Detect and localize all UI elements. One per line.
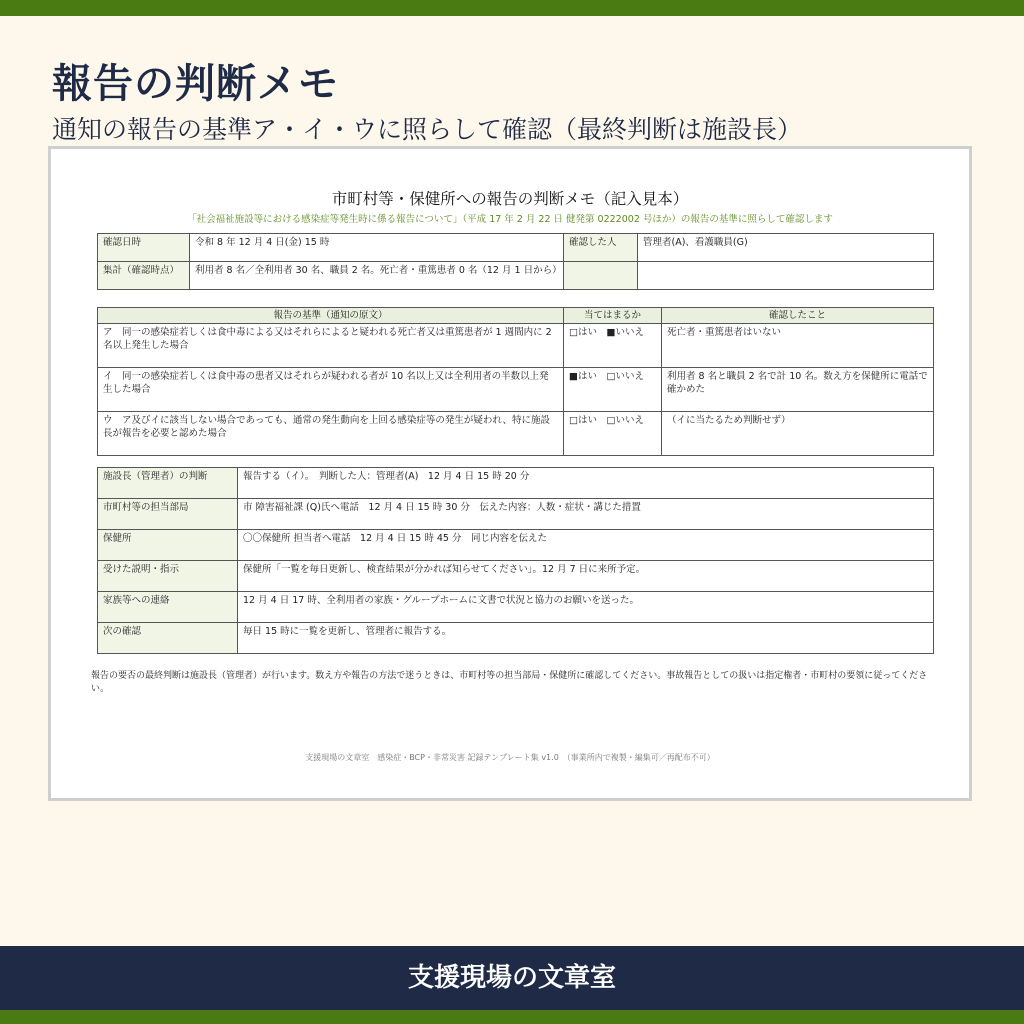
criteria-row-i <box>98 368 934 412</box>
action-value: 市 障害福祉課 (Q)氏へ電話 12 月 4 日 15 時 30 分 伝えた内容：人数・症状・講じた措置 <box>238 499 934 530</box>
info-row-date <box>98 234 934 262</box>
criteria-header-standard: 報告の基準（通知の原文） <box>98 308 564 324</box>
empty-label-cell <box>564 262 638 290</box>
checkbox-yes[interactable]: □はい <box>569 415 597 426</box>
action-row-health-center <box>98 530 934 561</box>
action-label: 家族等への連絡 <box>98 592 238 623</box>
action-label: 市町村等の担当部局 <box>98 499 238 530</box>
action-value: 12 月 4 日 17 時、全利用者の家族・グループホームに文書で状況と協力のお願いを送った。 <box>238 592 934 623</box>
date-label: 確認日時 <box>98 234 190 262</box>
criteria-header-checked: 確認したこと <box>662 308 934 324</box>
criteria-check <box>564 324 662 368</box>
criteria-note: （イに当たるため判断せず） <box>662 412 934 456</box>
action-row-decision <box>98 468 934 499</box>
count-value: 利用者 8 名／全利用者 30 名、職員 2 名。死亡者・重篤患者 0 名（12 月 1 日から） <box>190 262 564 290</box>
action-row-family <box>98 592 934 623</box>
criteria-row-a <box>98 324 934 368</box>
count-label: 集計（確認時点） <box>98 262 190 290</box>
action-row-municipality <box>98 499 934 530</box>
criteria-text: イ 同一の感染症若しくは食中毒の患者又はそれらが疑われる者が 10 名以上又は全利用者の半数以上発生した場合 <box>98 368 564 412</box>
criteria-text: ウ ア及びイに該当しない場合であっても、通常の発生動向を上回る感染症等の発生が疑われ、特に施設長が報告を必要と認めた場合 <box>98 412 564 456</box>
criteria-row-u <box>98 412 934 456</box>
action-value: 毎日 15 時に一覧を更新し、管理者に報告する。 <box>238 623 934 654</box>
action-label: 保健所 <box>98 530 238 561</box>
actions-table <box>97 467 934 654</box>
action-label: 受けた説明・指示 <box>98 561 238 592</box>
criteria-note: 利用者 8 名と職員 2 名で計 10 名。数え方を保健所に電話で確かめた <box>662 368 934 412</box>
confirmer-value: 管理者(A)、看護職員(G) <box>638 234 934 262</box>
document-footer: 支援現場の文章室 感染症・BCP・非常災害 記録テンプレート集 v1.0 （事業所内で複製・編集可／再配布不可） <box>305 753 715 762</box>
confirmer-label: 確認した人 <box>564 234 638 262</box>
date-value: 令和 8 年 12 月 4 日(金) 15 時 <box>190 234 564 262</box>
checkbox-no[interactable]: ■いいえ <box>606 327 644 338</box>
page-subtitle: 通知の報告の基準ア・イ・ウに照らして確認（最終判断は施設長） <box>52 115 803 144</box>
document-subtitle: 「社会福祉施設等における感染症等発生時に係る報告について」（平成 17 年 2 月 22 日 健発第 0222002 号ほか）の報告の基準に照らして確認します <box>187 214 833 225</box>
document-preview <box>48 146 972 801</box>
checkbox-no[interactable]: □いいえ <box>606 371 644 382</box>
checkbox-no[interactable]: □いいえ <box>606 415 644 426</box>
criteria-note: 死亡者・重篤患者はいない <box>662 324 934 368</box>
action-value: 〇〇保健所 担当者へ電話 12 月 4 日 15 時 45 分 同じ内容を伝えた <box>238 530 934 561</box>
criteria-check <box>564 412 662 456</box>
action-label: 次の確認 <box>98 623 238 654</box>
empty-value-cell <box>638 262 934 290</box>
action-row-next <box>98 623 934 654</box>
document-title: 市町村等・保健所への報告の判断メモ（記入見本） <box>331 190 689 208</box>
criteria-header-row <box>98 308 934 324</box>
document-note: 報告の要否の最終判断は施設長（管理者）が行います。数え方や報告の方法で迷うときは、市町村等の担当部局・保健所に確認してください。事故報告としての扱いは指定権者・市町村の要領に従ってください。 <box>91 671 928 694</box>
action-value: 保健所「一覧を毎日更新し、検査結果が分かれば知らせてください」。12 月 7 日に来所予定。 <box>238 561 934 592</box>
bottom-accent-bar <box>0 1010 1024 1024</box>
info-table <box>97 233 934 290</box>
top-accent-bar <box>0 0 1024 16</box>
action-label: 施設長（管理者）の判断 <box>98 468 238 499</box>
brand-footer <box>0 946 1024 1010</box>
info-row-count <box>98 262 934 290</box>
checkbox-yes[interactable]: □はい <box>569 327 597 338</box>
criteria-header-applies: 当てはまるか <box>564 308 662 324</box>
criteria-check <box>564 368 662 412</box>
page-title: 報告の判断メモ <box>52 61 339 107</box>
checkbox-yes[interactable]: ■はい <box>569 371 597 382</box>
brand-name: 支援現場の文章室 <box>407 963 616 993</box>
criteria-text: ア 同一の感染症若しくは食中毒による又はそれらによると疑われる死亡者又は重篤患者が 1 週間内に 2 名以上発生した場合 <box>98 324 564 368</box>
action-row-instructions <box>98 561 934 592</box>
action-value: 報告する（イ）。 判断した人：管理者(A) 12 月 4 日 15 時 20 分 <box>238 468 934 499</box>
criteria-table <box>97 307 934 456</box>
